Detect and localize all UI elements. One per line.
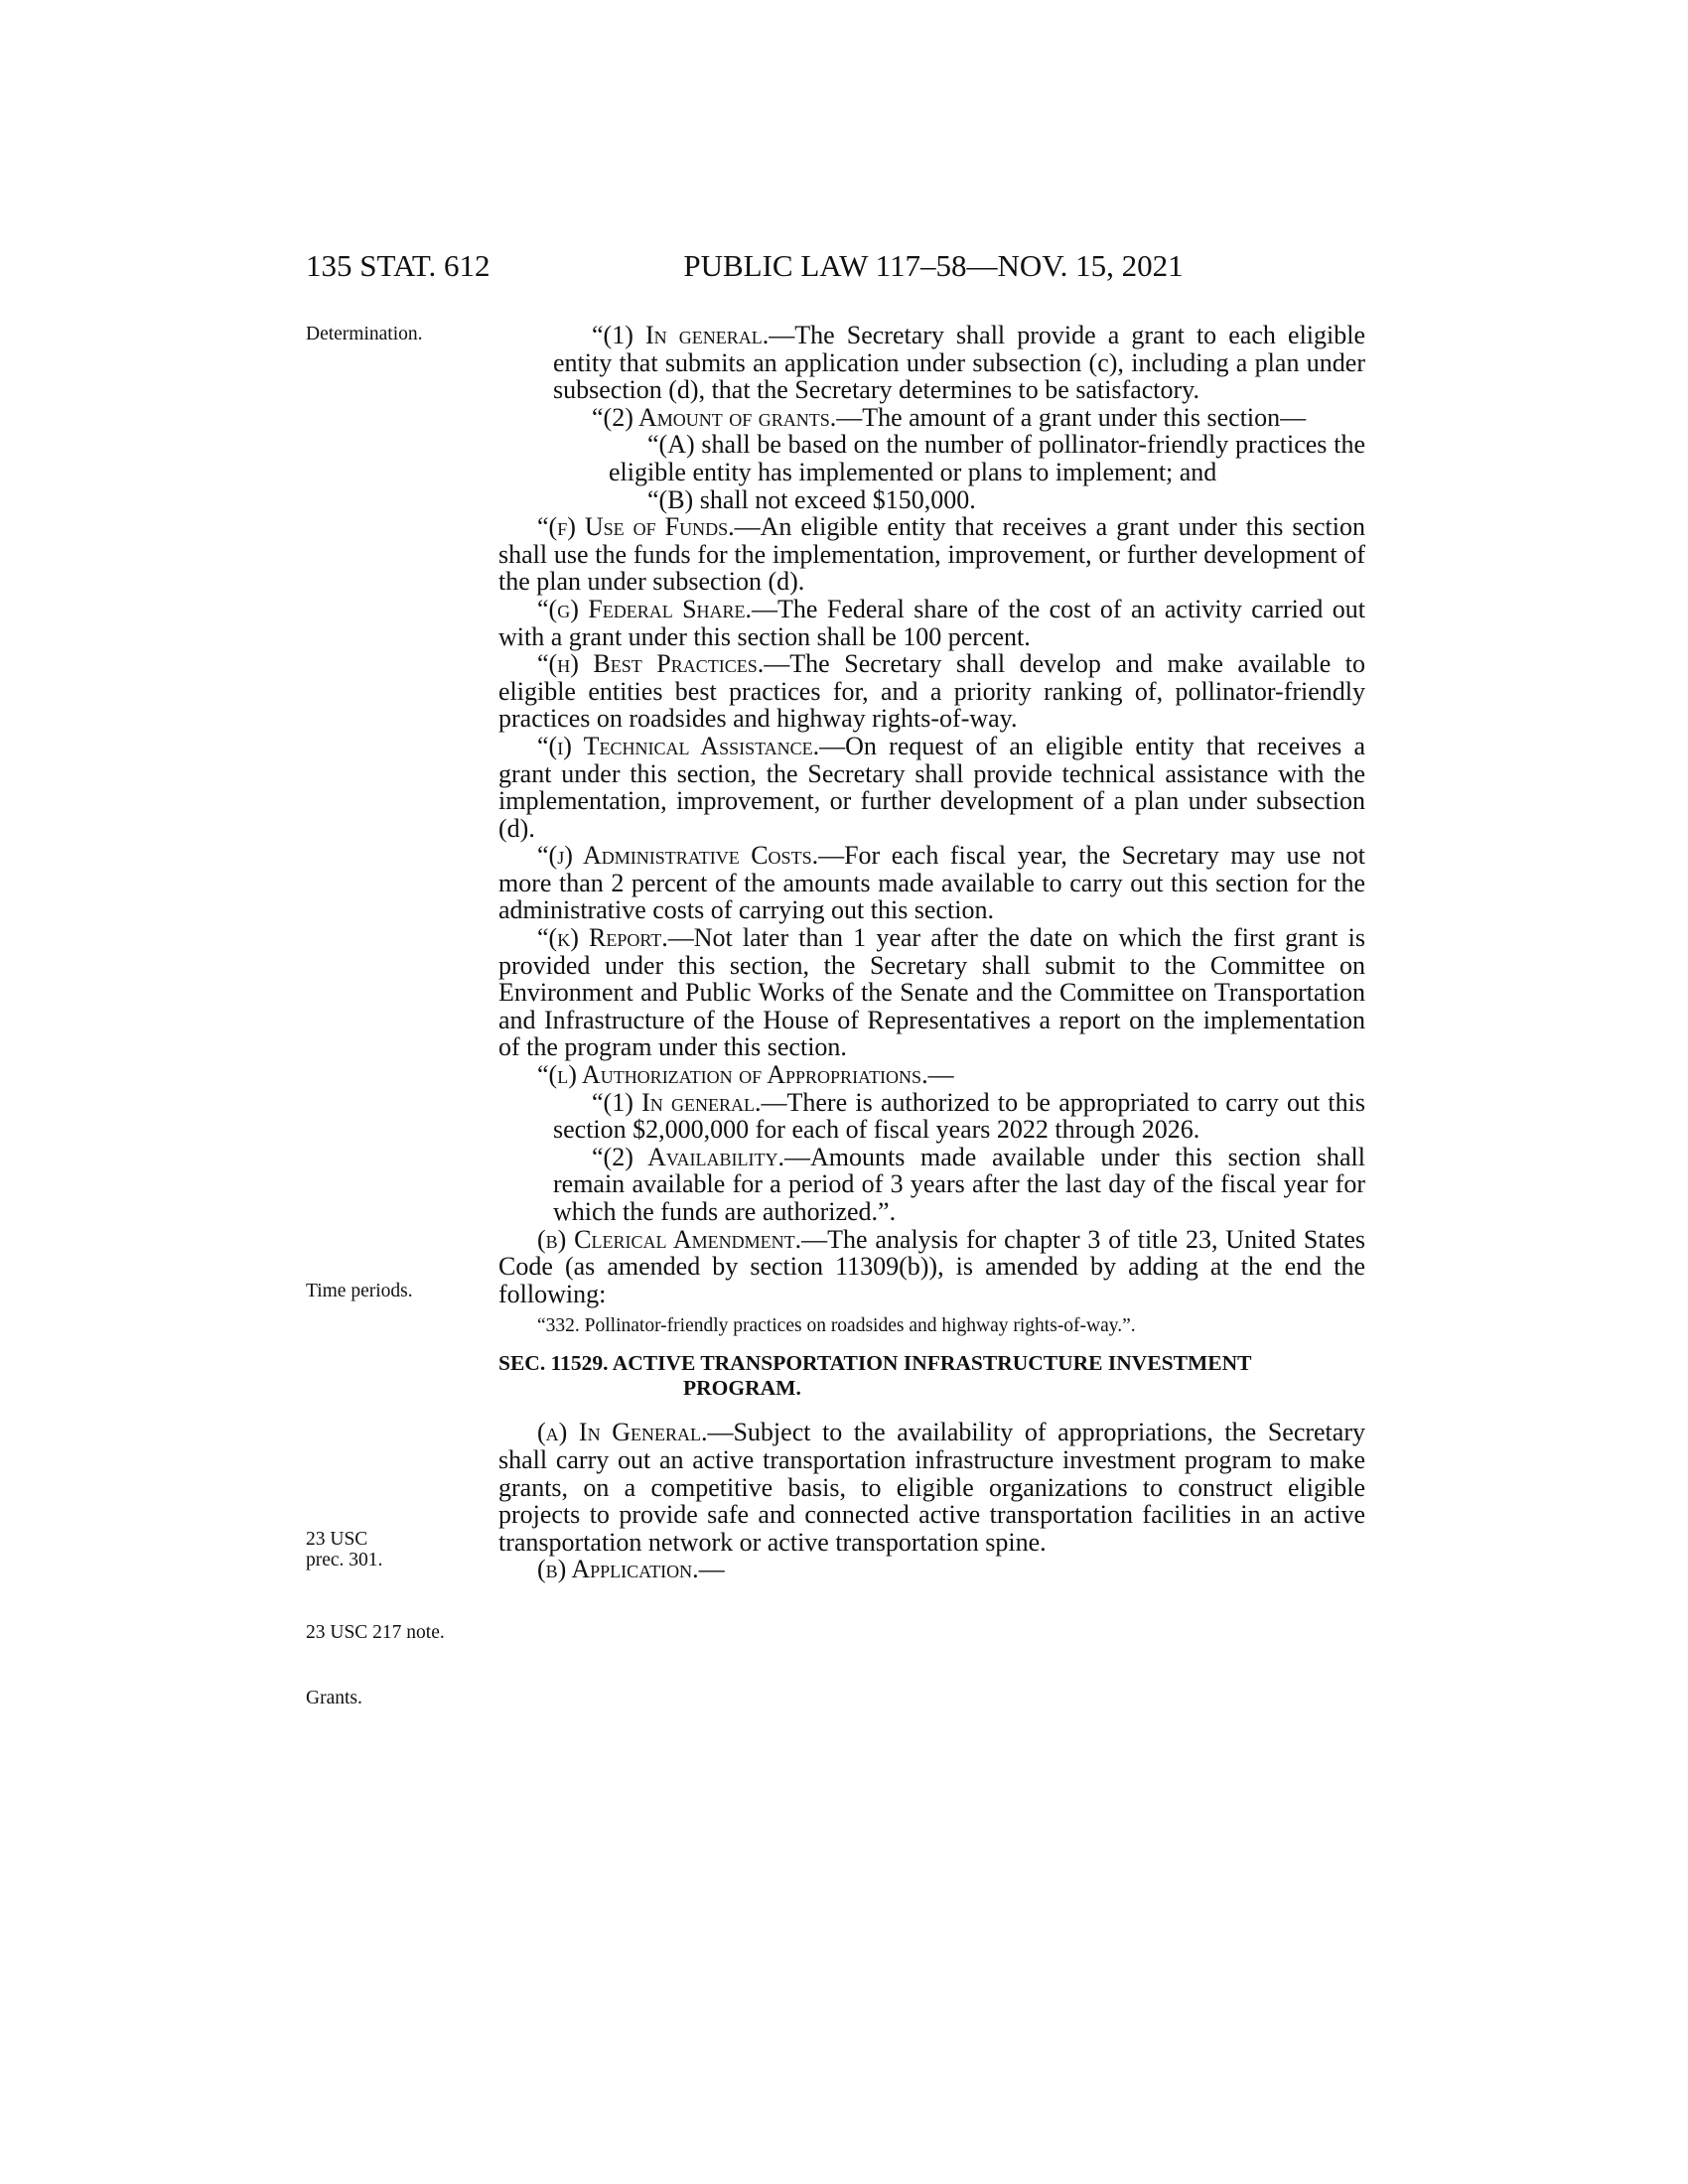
para-e2a bbox=[609, 431, 1365, 485]
para-g-text: .—The Federal share of the cost of an activity carried out with a grant under this section shall be 100 percent. bbox=[498, 594, 1366, 651]
para-e1-label: “(1) In general bbox=[592, 321, 763, 349]
para-i bbox=[498, 733, 1365, 842]
para-f-text: .—An eligible entity that receives a grant under this section shall use the funds for the implementation, improvement, or further development of the plan under subsection (d). bbox=[498, 512, 1365, 597]
para-g bbox=[498, 596, 1365, 650]
para-k-text: .—Not later than 1 year after the date on which the first grant is provided under this section, the Secretary shall submit to the Committee on Environment and Public Works of the Senate and the Committee on Transportation and Infrastructure of the House of Representatives a report on the implementation of the program under this section. bbox=[498, 923, 1366, 1062]
para-j bbox=[498, 842, 1365, 924]
para-e2 bbox=[553, 404, 1365, 432]
para-sb-label: (b) Application bbox=[537, 1555, 693, 1584]
para-h bbox=[498, 650, 1365, 733]
para-e2b bbox=[609, 486, 1365, 514]
para-k bbox=[498, 924, 1365, 1061]
para-e2-text: .—The amount of a grant under this section— bbox=[829, 402, 1307, 432]
para-clerical-label: (b) Clerical Amendment bbox=[537, 1224, 795, 1254]
para-l1 bbox=[553, 1089, 1365, 1144]
para-l1-label: “(1) In general bbox=[592, 1087, 755, 1117]
para-k-label: “(k) Report bbox=[537, 923, 662, 953]
para-e2b-text: “(B) shall not exceed $150,000. bbox=[647, 484, 976, 514]
para-sa-label: (a) In General bbox=[537, 1418, 701, 1447]
para-l-label: “(l) Authorization of Appropriations bbox=[537, 1060, 922, 1090]
para-h-label: “(h) Best Practices bbox=[537, 649, 758, 679]
stat-page-number: 135 STAT. 612 bbox=[306, 248, 491, 283]
para-sb-text: .— bbox=[692, 1555, 725, 1584]
para-i-text: .—On request of an eligible entity that receives a grant under this section, the Secretary shall provide technical assistance with the implementation, improvement, or further development of a plan under subsection (d). bbox=[498, 731, 1365, 843]
para-l-text: .— bbox=[921, 1060, 954, 1090]
para-l bbox=[498, 1061, 1365, 1089]
para-l1-text: .—There is authorized to be appropriated to carry out this section $2,000,000 for each of fiscal years 2022 through 2026. bbox=[553, 1087, 1365, 1145]
para-clerical-text: .—The analysis for chapter 3 of title 23, United States Code (as amended by section 11309(b)), is amended by adding at the end the following: bbox=[498, 1224, 1365, 1308]
margin-note-usc-prec bbox=[306, 1529, 382, 1570]
para-e2a-text: “(A) shall be based on the number of pollinator-friendly practices the eligible entity has implemented or plans to implement; and bbox=[609, 430, 1365, 486]
para-j-label: “(j) Administrative Costs bbox=[537, 841, 812, 871]
margin-note-time-periods: Time periods. bbox=[306, 1281, 413, 1301]
section-heading-line1: SEC. 11529. ACTIVE TRANSPORTATION INFRASTRUCTURE INVESTMENT bbox=[498, 1351, 1252, 1376]
para-l2-label: “(2) Availability bbox=[592, 1142, 778, 1171]
para-e1 bbox=[553, 322, 1365, 404]
para-l2 bbox=[553, 1144, 1365, 1226]
para-f bbox=[498, 513, 1365, 596]
analysis-line: “332. Pollinator-friendly practices on roadsides and highway rights-of-way.”. bbox=[537, 1315, 1136, 1337]
para-e1-text: .—The Secretary shall provide a grant to each eligible entity that submits an application under subsection (c), including a plan under subsection (d), that the Secretary determines to be satisfactory. bbox=[553, 321, 1365, 405]
running-title: PUBLIC LAW 117–58—NOV. 15, 2021 bbox=[683, 248, 1184, 283]
para-sa bbox=[498, 1419, 1365, 1556]
document-body bbox=[498, 322, 1365, 1583]
para-g-label: “(g) Federal Share bbox=[537, 594, 746, 623]
para-l2-text: .—Amounts made available under this section shall remain available for a period of 3 years after the last day of the fiscal year for which the funds are authorized.”. bbox=[553, 1142, 1365, 1226]
section-heading-line2: PROGRAM. bbox=[683, 1376, 801, 1401]
page-header bbox=[306, 248, 1368, 288]
para-f-label: “(f) Use of Funds bbox=[537, 512, 729, 542]
margin-note-grants: Grants. bbox=[306, 1688, 362, 1708]
para-clerical bbox=[498, 1226, 1365, 1308]
para-i-label: “(i) Technical Assistance bbox=[537, 731, 813, 760]
margin-note-determination: Determination. bbox=[306, 324, 423, 344]
para-h-text: .—The Secretary shall develop and make available to eligible entities best practices for, and a priority ranking of, pollinator-friendly practices on roadsides and highway rights-of-way. bbox=[498, 649, 1366, 734]
margin-note-usc-line2: prec. 301. bbox=[306, 1550, 383, 1570]
margin-note-usc-217: 23 USC 217 note. bbox=[306, 1622, 445, 1643]
margin-note-usc-line1: 23 USC bbox=[306, 1529, 368, 1550]
section-heading bbox=[498, 1351, 1365, 1401]
para-sb bbox=[498, 1556, 1365, 1583]
para-j-text: .—For each fiscal year, the Secretary may use not more than 2 percent of the amounts made available to carry out this section for the administrative costs of carrying out this section. bbox=[498, 841, 1365, 925]
para-e2-label: “(2) Amount of grants bbox=[592, 402, 830, 432]
para-sa-text: .—Subject to the availability of appropriations, the Secretary shall carry out an active transportation infrastructure investment program to make grants, on a competitive basis, to eligible organizations to construct eligible projects to provide safe and connected active transportation facilities in an active transportation network or active transportation spine. bbox=[498, 1418, 1365, 1557]
